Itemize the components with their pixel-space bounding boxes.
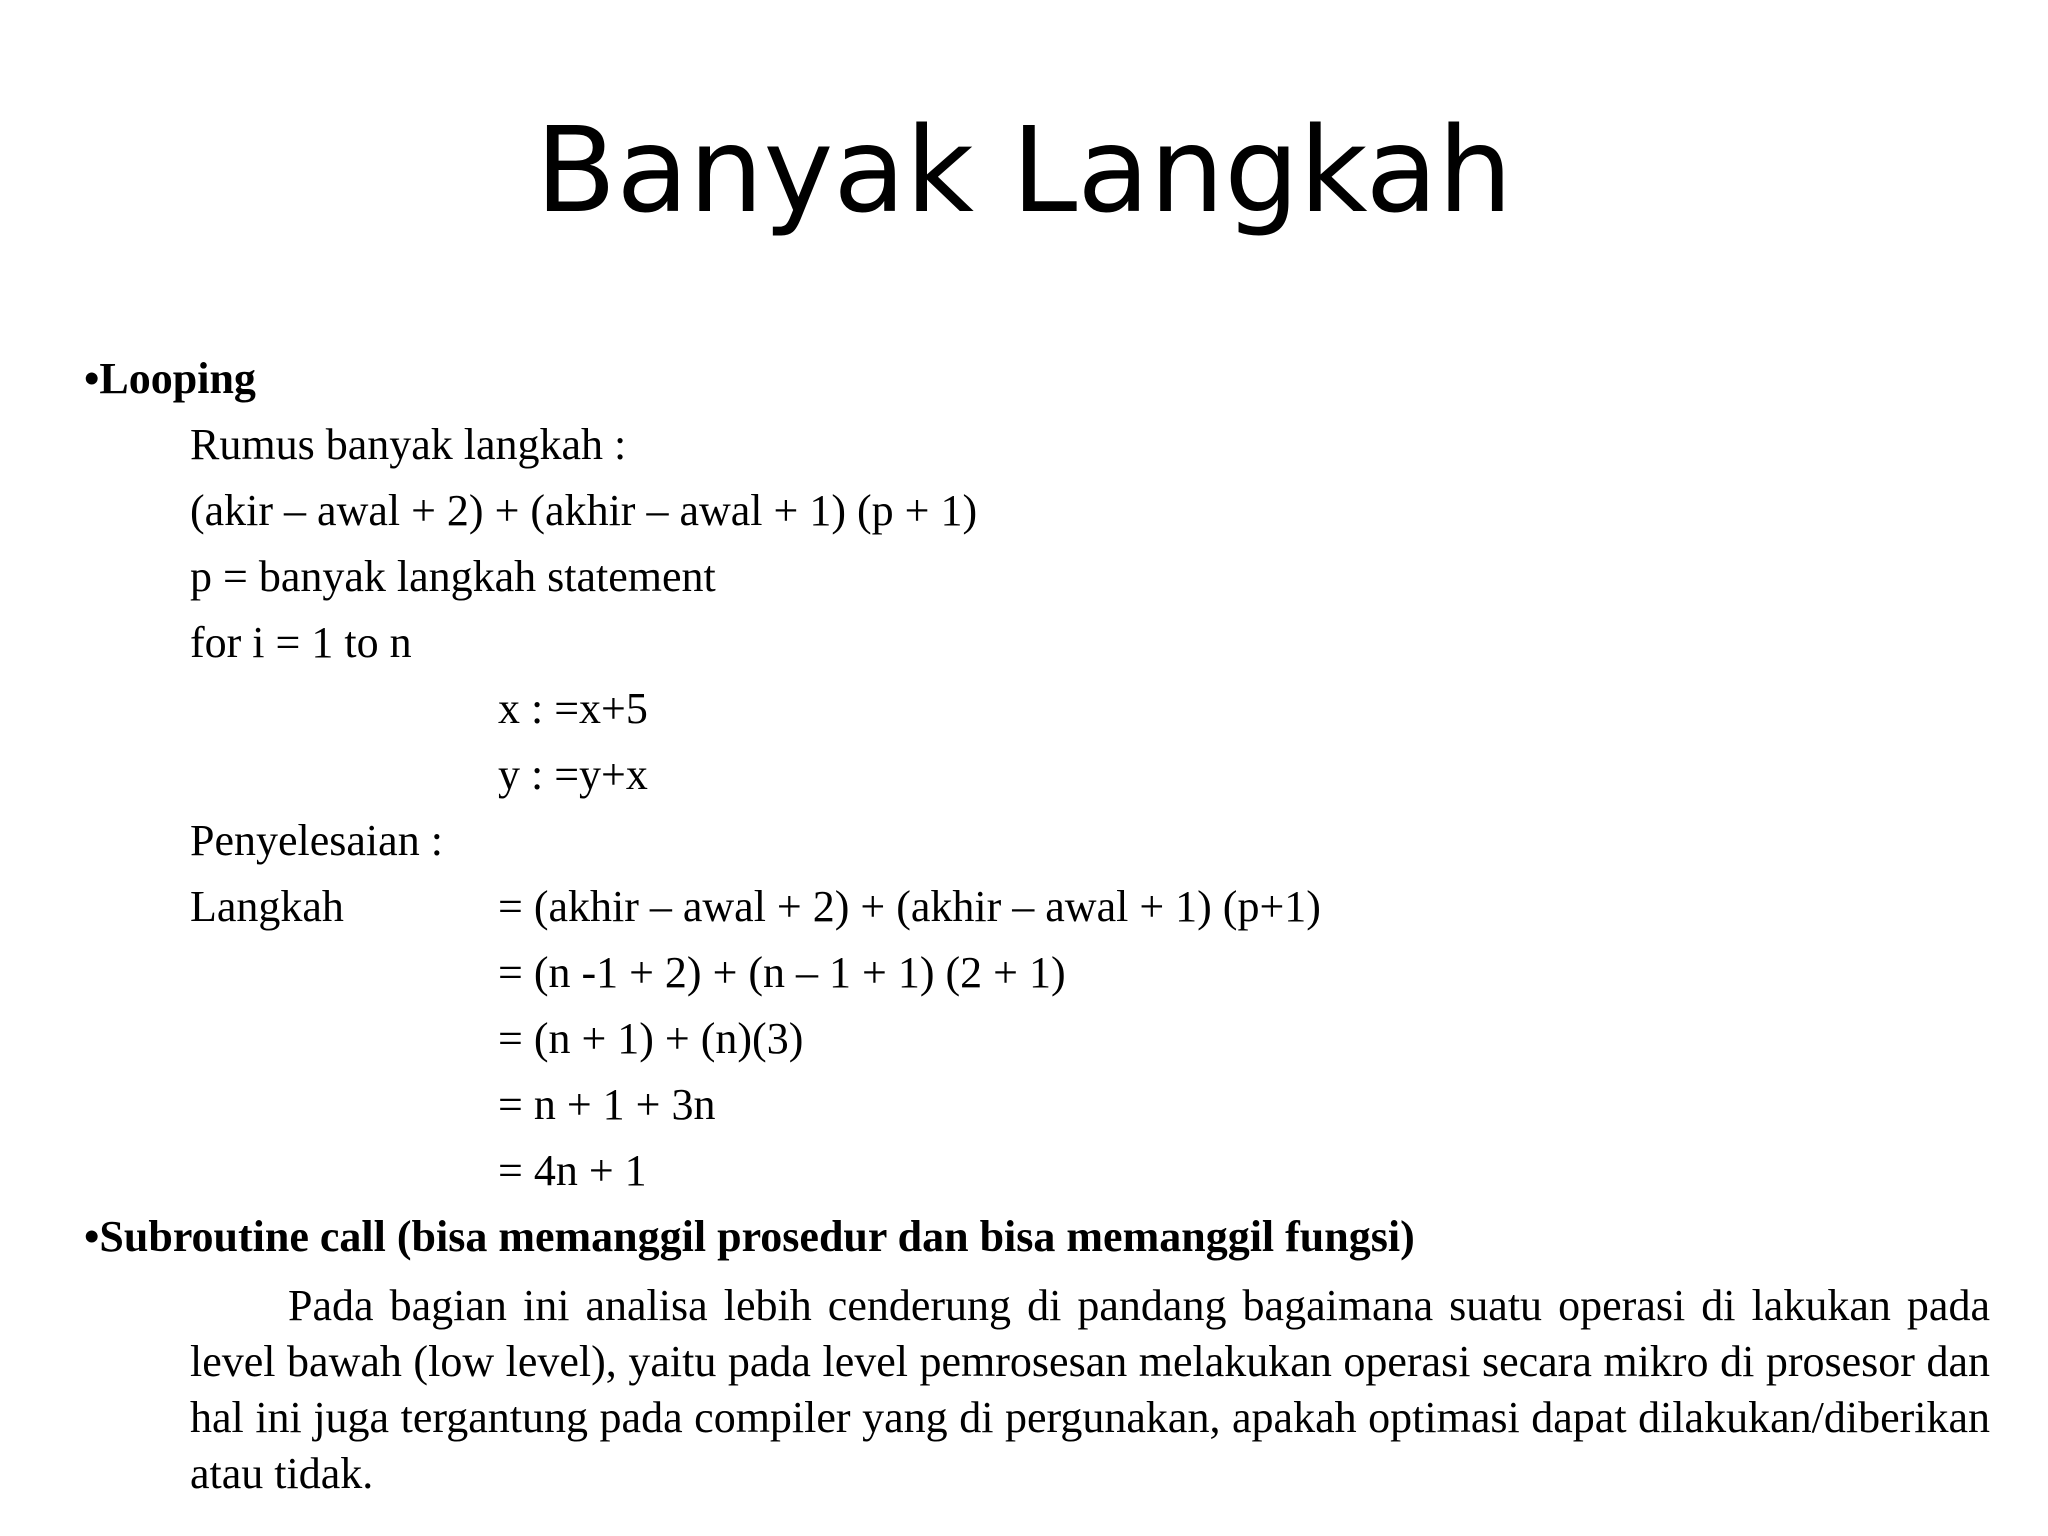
steps-label: Langkah [190,882,344,931]
looping-heading: •Looping [84,354,256,403]
formula-label: Rumus banyak langkah : [190,420,627,469]
subroutine-paragraph: Pada bagian ini analisa lebih cenderung di pandang bagaimana suatu operasi di lakukan pada level bawah (low level), yaitu pada level pemrosesan melakukan operasi secara mikro di prosesor dan hal ini juga tergantung pada compiler yang di pergunakan, apakah optimasi dapat dilakukan/diberikan atau tidak. [190,1281,1990,1498]
solution-label: Penyelesaian : [190,816,443,865]
for-line: for i = 1 to n [190,618,412,667]
slide-title: Banyak Langkah [535,101,1513,239]
step-line: = (n + 1) + (n)(3) [498,1014,804,1063]
loop-body-line: y : =y+x [498,750,648,799]
subroutine-heading: •Subroutine call (bisa memanggil prosedur dan bisa memanggil fungsi) [84,1212,1415,1261]
p-definition: p = banyak langkah statement [190,552,716,601]
loop-body-line: x : =x+5 [498,684,648,733]
step-line: = n + 1 + 3n [498,1080,716,1129]
step-line: = (n -1 + 2) + (n – 1 + 1) (2 + 1) [498,948,1066,997]
step-line: = (akhir – awal + 2) + (akhir – awal + 1) (p+1) [498,882,1321,931]
formula: (akir – awal + 2) + (akhir – awal + 1) (p + 1) [190,486,978,535]
step-line: = 4n + 1 [498,1146,647,1195]
